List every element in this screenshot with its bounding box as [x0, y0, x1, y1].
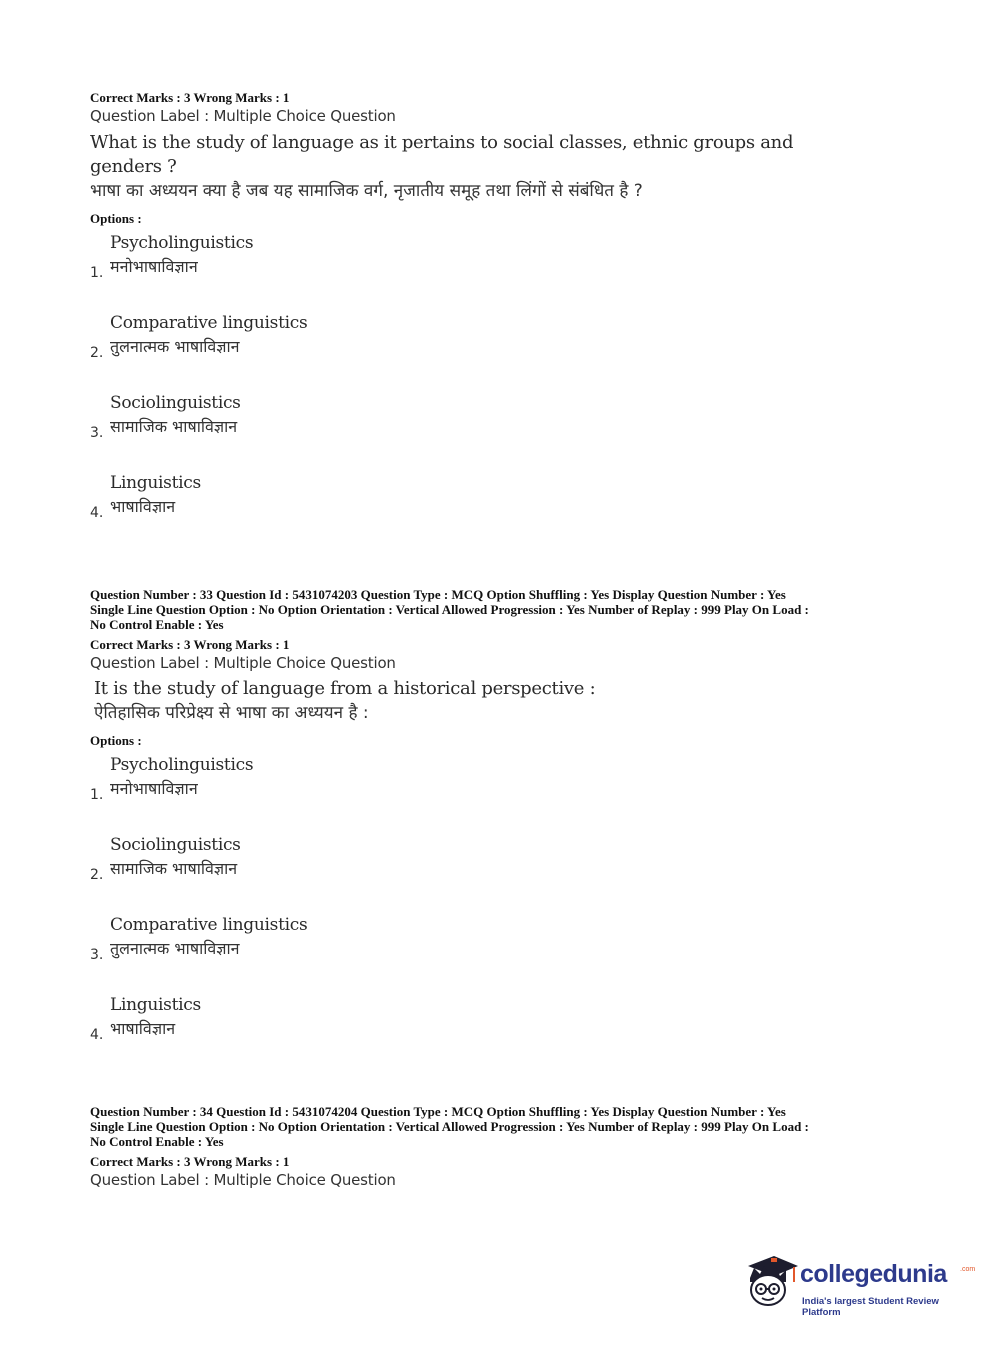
question-block-1 — [90, 90, 920, 551]
option-text-english: Sociolinguistics — [110, 835, 241, 855]
option-text-english: Comparative linguistics — [110, 915, 308, 935]
option-text-english: Psycholinguistics — [110, 233, 254, 253]
option-number: 3. — [90, 425, 104, 441]
option-text-hindi: मनोभाषाविज्ञान — [110, 257, 198, 276]
options-heading: Options : — [90, 211, 142, 226]
question-meta-line: No Control Enable : Yes — [90, 1134, 224, 1149]
options-list — [90, 753, 920, 1073]
question-text-english-cont: genders ? — [90, 156, 177, 177]
option-number: 2. — [90, 867, 104, 883]
option-text-hindi: भाषाविज्ञान — [110, 1019, 176, 1038]
question-text — [90, 677, 920, 725]
logo-tagline: India's largest Student Review Platform — [802, 1296, 939, 1318]
option-number: 2. — [90, 345, 104, 361]
question-meta-line: Single Line Question Option : No Option Orientation : Vertical Allowed Progression : Yes Number of Replay : 999 Play On Load : — [90, 602, 809, 617]
option-text-english: Linguistics — [110, 995, 201, 1015]
options-list — [90, 231, 920, 551]
option-text-english: Comparative linguistics — [110, 313, 308, 333]
option-item[interactable] — [90, 993, 920, 1073]
marks-line: Correct Marks : 3 Wrong Marks : 1 — [90, 637, 290, 652]
option-item[interactable] — [90, 231, 920, 311]
option-text-english: Linguistics — [110, 473, 201, 493]
option-text-hindi: सामाजिक भाषाविज्ञान — [110, 417, 238, 436]
option-item[interactable] — [90, 913, 920, 993]
question-label: Question Label : Multiple Choice Question — [90, 1171, 396, 1189]
question-meta-line: Question Number : 34 Question Id : 5431074204 Question Type : MCQ Option Shuffling : Yes Display Question Number : Yes — [90, 1104, 786, 1119]
option-text-hindi: सामाजिक भाषाविज्ञान — [110, 859, 238, 878]
question-text-english: What is the study of language as it pertains to social classes, ethnic groups and — [90, 132, 794, 153]
option-number: 4. — [90, 505, 104, 521]
logo-wordmark: collegedunia — [800, 1260, 947, 1288]
question-meta-line: Question Number : 33 Question Id : 5431074203 Question Type : MCQ Option Shuffling : Yes Display Question Number : Yes — [90, 587, 786, 602]
question-block-34 — [90, 1104, 920, 1189]
question-text-hindi: भाषा का अध्ययन क्या है जब यह सामाजिक वर्ग, नृजातीय समूह तथा लिंगों से संबंधित है ? — [90, 181, 643, 201]
mascot-icon — [740, 1252, 800, 1312]
logo-domain-suffix: .com — [960, 1266, 976, 1273]
options-heading: Options : — [90, 733, 142, 748]
option-item[interactable] — [90, 753, 920, 833]
option-item[interactable] — [90, 311, 920, 391]
option-text-hindi: तुलनात्मक भाषाविज्ञान — [110, 337, 240, 356]
option-number: 4. — [90, 1027, 104, 1043]
marks-line: Correct Marks : 3 Wrong Marks : 1 — [90, 90, 290, 105]
option-text-english: Psycholinguistics — [110, 755, 254, 775]
question-text-english: It is the study of language from a historical perspective : — [94, 678, 596, 699]
question-block-33 — [90, 587, 920, 1073]
option-number: 1. — [90, 265, 104, 281]
question-text — [90, 131, 920, 203]
question-meta-line: Single Line Question Option : No Option Orientation : Vertical Allowed Progression : Yes Number of Replay : 999 Play On Load : — [90, 1119, 809, 1134]
collegedunia-logo[interactable] — [740, 1250, 980, 1320]
option-text-hindi: तुलनात्मक भाषाविज्ञान — [110, 939, 240, 958]
option-item[interactable] — [90, 833, 920, 913]
marks-line: Correct Marks : 3 Wrong Marks : 1 — [90, 1154, 290, 1169]
option-text-hindi: मनोभाषाविज्ञान — [110, 779, 198, 798]
option-number: 1. — [90, 787, 104, 803]
option-number: 3. — [90, 947, 104, 963]
option-text-english: Sociolinguistics — [110, 393, 241, 413]
option-text-hindi: भाषाविज्ञान — [110, 497, 176, 516]
question-label: Question Label : Multiple Choice Question — [90, 107, 396, 125]
question-text-hindi: ऐतिहासिक परिप्रेक्ष्य से भाषा का अध्ययन है : — [94, 703, 369, 723]
question-label: Question Label : Multiple Choice Question — [90, 654, 396, 672]
option-item[interactable] — [90, 471, 920, 551]
option-item[interactable] — [90, 391, 920, 471]
question-meta-line: No Control Enable : Yes — [90, 617, 224, 632]
